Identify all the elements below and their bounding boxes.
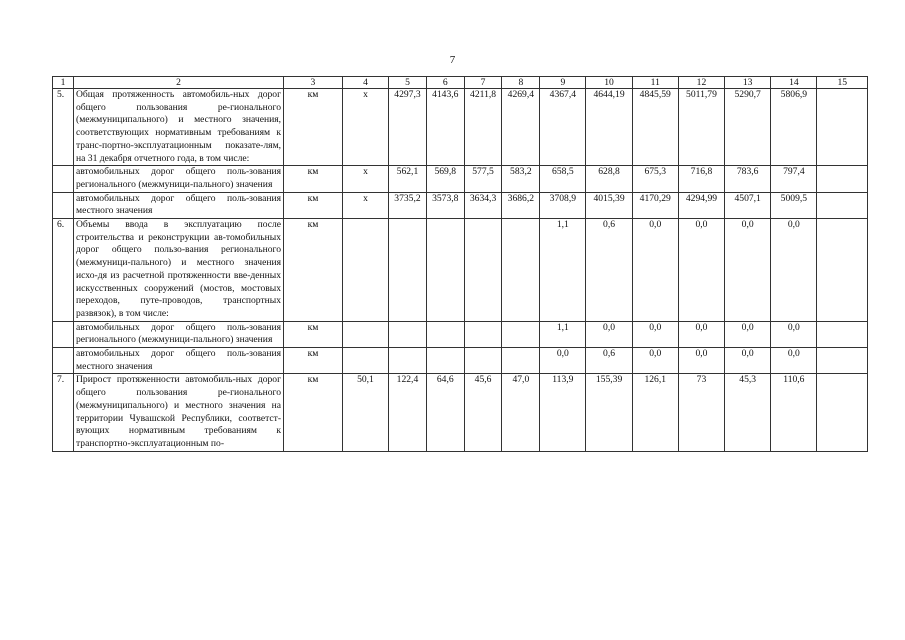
- unit-cell: км: [284, 374, 343, 451]
- column-number: 1: [53, 77, 74, 89]
- row-number: [53, 321, 74, 347]
- value-cell: 4644,19: [586, 89, 632, 166]
- value-cell: 583,2: [502, 166, 540, 192]
- value-cell: 4015,39: [586, 192, 632, 218]
- base-value-cell: [342, 321, 388, 347]
- value-cell: 797,4: [771, 166, 817, 192]
- value-cell: [817, 321, 868, 347]
- value-cell: 3573,8: [426, 192, 464, 218]
- value-cell: 0,0: [771, 219, 817, 322]
- column-number: 9: [540, 77, 586, 89]
- column-number: 13: [725, 77, 771, 89]
- table-row: [53, 219, 868, 322]
- value-cell: 0,0: [678, 321, 724, 347]
- table-row: [53, 192, 868, 218]
- value-cell: 562,1: [389, 166, 427, 192]
- base-value-cell: 50,1: [342, 374, 388, 451]
- value-cell: [817, 348, 868, 374]
- value-cell: 716,8: [678, 166, 724, 192]
- column-number: 14: [771, 77, 817, 89]
- unit-cell: км: [284, 348, 343, 374]
- value-cell: 0,0: [632, 219, 678, 322]
- indicator-name: Общая протяженность автомобиль-ных дорог общего пользования ре-гионального (межмуниципального) и местного значения, соответствующих нормативным требованиям к транс-портно-эксплуатационным показате-лям, на 31 декабря отчетного года, в том числе:: [74, 89, 284, 166]
- value-cell: 0,0: [632, 348, 678, 374]
- value-cell: [502, 348, 540, 374]
- row-number: 7.: [53, 374, 74, 451]
- value-cell: [464, 219, 502, 322]
- value-cell: 0,0: [678, 348, 724, 374]
- value-cell: 4170,29: [632, 192, 678, 218]
- value-cell: [817, 89, 868, 166]
- value-cell: 5806,9: [771, 89, 817, 166]
- base-value-cell: [342, 219, 388, 322]
- value-cell: 126,1: [632, 374, 678, 451]
- value-cell: 783,6: [725, 166, 771, 192]
- table-row: [53, 89, 868, 166]
- value-cell: [502, 321, 540, 347]
- value-cell: [817, 374, 868, 451]
- value-cell: [426, 321, 464, 347]
- column-number-row: [53, 77, 868, 89]
- row-number: 6.: [53, 219, 74, 322]
- indicator-name: Объемы ввода в эксплуатацию после строительства и реконструкции ав-томобильных дорог общего пользо-вания регионального (межмуници-пального) и местного значения исхо-дя из расчетной протяженности вве-денных искусственных сооружений (мостов, мостовых переходов, путе-проводов, транспортных развязок), в том числе:: [74, 219, 284, 322]
- value-cell: 569,8: [426, 166, 464, 192]
- value-cell: 4367,4: [540, 89, 586, 166]
- value-cell: 1,1: [540, 219, 586, 322]
- row-number: [53, 348, 74, 374]
- value-cell: 628,8: [586, 166, 632, 192]
- table-row: [53, 166, 868, 192]
- unit-cell: км: [284, 89, 343, 166]
- value-cell: 0,0: [632, 321, 678, 347]
- value-cell: 5290,7: [725, 89, 771, 166]
- value-cell: 0,0: [725, 348, 771, 374]
- value-cell: [817, 219, 868, 322]
- unit-cell: км: [284, 192, 343, 218]
- value-cell: 4297,3: [389, 89, 427, 166]
- value-cell: 45,6: [464, 374, 502, 451]
- unit-cell: км: [284, 219, 343, 322]
- value-cell: 0,0: [678, 219, 724, 322]
- indicators-table: [52, 76, 868, 452]
- value-cell: 0,0: [586, 321, 632, 347]
- column-number: 8: [502, 77, 540, 89]
- unit-cell: км: [284, 166, 343, 192]
- value-cell: 5011,79: [678, 89, 724, 166]
- base-value-cell: [342, 348, 388, 374]
- row-number: [53, 192, 74, 218]
- value-cell: [464, 321, 502, 347]
- value-cell: [389, 219, 427, 322]
- value-cell: 122,4: [389, 374, 427, 451]
- value-cell: 3708,9: [540, 192, 586, 218]
- value-cell: 0,0: [725, 219, 771, 322]
- column-number: 3: [284, 77, 343, 89]
- value-cell: 4507,1: [725, 192, 771, 218]
- indicator-name: Прирост протяженности автомобиль-ных дорог общего пользования ре-гионального (межмуниципального) и местного значения на территории Чувашской Республики, соответст-вующих нормативным требованиям к транспортно-эксплуатационным по-: [74, 374, 284, 451]
- value-cell: [426, 348, 464, 374]
- column-number: 10: [586, 77, 632, 89]
- column-number: 4: [342, 77, 388, 89]
- column-number: 11: [632, 77, 678, 89]
- column-number: 15: [817, 77, 868, 89]
- page-number: 7: [449, 54, 456, 66]
- value-cell: 45,3: [725, 374, 771, 451]
- value-cell: 3686,2: [502, 192, 540, 218]
- value-cell: [817, 192, 868, 218]
- value-cell: 0,6: [586, 348, 632, 374]
- value-cell: 1,1: [540, 321, 586, 347]
- value-cell: 73: [678, 374, 724, 451]
- value-cell: 4294,99: [678, 192, 724, 218]
- value-cell: 4211,8: [464, 89, 502, 166]
- column-number: 6: [426, 77, 464, 89]
- value-cell: 0,6: [586, 219, 632, 322]
- base-value-cell: x: [342, 192, 388, 218]
- value-cell: [464, 348, 502, 374]
- column-number: 5: [389, 77, 427, 89]
- indicator-name: автомобильных дорог общего поль-зования регионального (межмуници-пального) значения: [74, 166, 284, 192]
- unit-cell: км: [284, 321, 343, 347]
- indicator-name: автомобильных дорог общего поль-зования местного значения: [74, 192, 284, 218]
- value-cell: 0,0: [771, 348, 817, 374]
- value-cell: 675,3: [632, 166, 678, 192]
- base-value-cell: x: [342, 166, 388, 192]
- value-cell: 0,0: [725, 321, 771, 347]
- value-cell: 0,0: [540, 348, 586, 374]
- column-number: 7: [464, 77, 502, 89]
- value-cell: 110,6: [771, 374, 817, 451]
- value-cell: [502, 219, 540, 322]
- column-number: 12: [678, 77, 724, 89]
- table-row: [53, 321, 868, 347]
- base-value-cell: x: [342, 89, 388, 166]
- row-number: [53, 166, 74, 192]
- table-row: [53, 374, 868, 451]
- indicator-name: автомобильных дорог общего поль-зования местного значения: [74, 348, 284, 374]
- value-cell: 5009,5: [771, 192, 817, 218]
- value-cell: 155,39: [586, 374, 632, 451]
- value-cell: 4269,4: [502, 89, 540, 166]
- column-number: 2: [74, 77, 284, 89]
- value-cell: 4845,59: [632, 89, 678, 166]
- value-cell: [389, 321, 427, 347]
- value-cell: [389, 348, 427, 374]
- value-cell: [426, 219, 464, 322]
- table-row: [53, 348, 868, 374]
- value-cell: 658,5: [540, 166, 586, 192]
- value-cell: 64,6: [426, 374, 464, 451]
- value-cell: 113,9: [540, 374, 586, 451]
- value-cell: 3735,2: [389, 192, 427, 218]
- indicator-name: автомобильных дорог общего поль-зования регионального (межмуници-пального) значения: [74, 321, 284, 347]
- value-cell: 0,0: [771, 321, 817, 347]
- value-cell: 47,0: [502, 374, 540, 451]
- value-cell: 577,5: [464, 166, 502, 192]
- value-cell: 3634,3: [464, 192, 502, 218]
- value-cell: [817, 166, 868, 192]
- value-cell: 4143,6: [426, 89, 464, 166]
- row-number: 5.: [53, 89, 74, 166]
